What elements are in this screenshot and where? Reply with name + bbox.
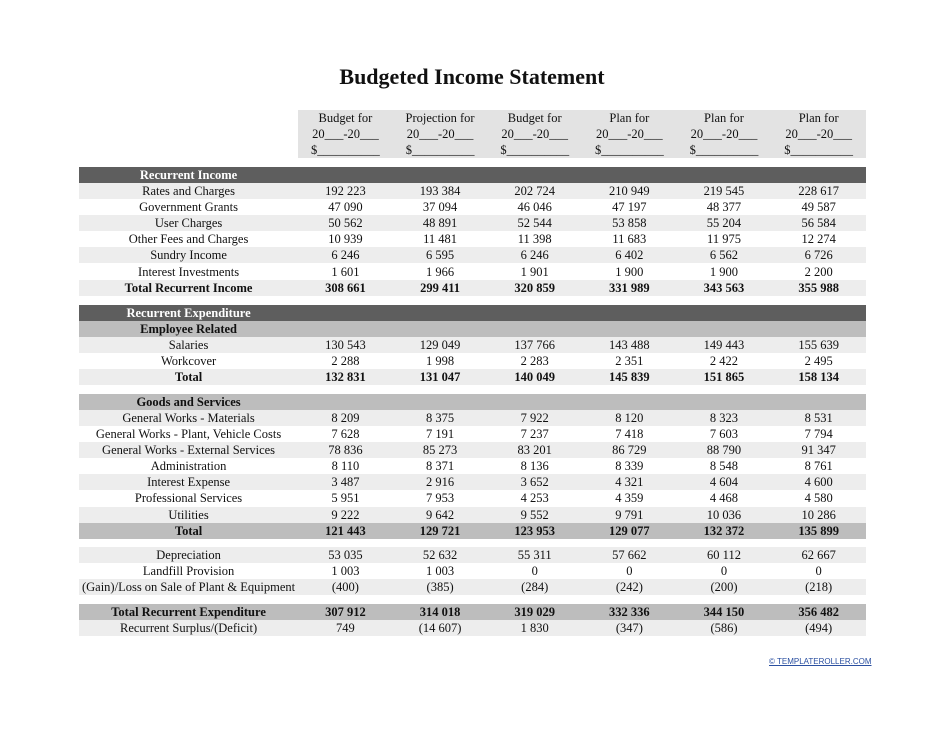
row-value: 0 <box>771 563 866 579</box>
column-header-row <box>79 142 866 158</box>
row-value: 4 604 <box>677 474 772 490</box>
row-value: 123 953 <box>487 523 582 539</box>
table-row <box>79 563 866 579</box>
row-value: 8 375 <box>393 410 488 426</box>
row-value: 6 246 <box>487 247 582 263</box>
column-header-line3: $__________ <box>677 142 772 158</box>
row-label: (Gain)/Loss on Sale of Plant & Equipment <box>79 579 298 595</box>
row-value: 331 989 <box>582 280 677 296</box>
row-label: Salaries <box>79 337 298 353</box>
row-value: 1 901 <box>487 263 582 279</box>
row-label: General Works - External Services <box>79 442 298 458</box>
row-value: 155 639 <box>771 337 866 353</box>
row-value: 5 951 <box>298 490 393 506</box>
row-value: 4 321 <box>582 474 677 490</box>
spacer-row <box>79 539 866 547</box>
total-row <box>79 523 866 539</box>
row-value: 55 204 <box>677 215 772 231</box>
row-value: (284) <box>487 579 582 595</box>
sub-header-goods-services-fill <box>487 394 582 410</box>
row-value: 9 791 <box>582 507 677 523</box>
row-label: Depreciation <box>79 547 298 563</box>
row-value: 145 839 <box>582 369 677 385</box>
row-value: 1 003 <box>298 563 393 579</box>
row-value: 2 200 <box>771 263 866 279</box>
row-label: Workcover <box>79 353 298 369</box>
spacer-cell <box>79 385 866 394</box>
row-value: (218) <box>771 579 866 595</box>
sub-header-goods-services-label: Goods and Services <box>79 394 298 410</box>
row-value: 2 495 <box>771 353 866 369</box>
column-header-row <box>79 126 866 142</box>
row-label: General Works - Plant, Vehicle Costs <box>79 426 298 442</box>
row-value: 2 288 <box>298 353 393 369</box>
section-header-recurrent-expenditure-fill <box>582 305 677 321</box>
sub-header-goods-services-fill <box>393 394 488 410</box>
row-value: 7 418 <box>582 426 677 442</box>
row-value: 1 900 <box>677 263 772 279</box>
row-value: 319 029 <box>487 604 582 620</box>
row-value: 6 562 <box>677 247 772 263</box>
section-header-recurrent-expenditure <box>79 305 866 321</box>
column-header-line1: Plan for <box>582 110 677 126</box>
total-row <box>79 604 866 620</box>
row-value: 4 359 <box>582 490 677 506</box>
section-header-recurrent-income-label: Recurrent Income <box>79 167 298 183</box>
row-value: 0 <box>677 563 772 579</box>
spacer-cell <box>79 539 866 547</box>
row-value: 143 488 <box>582 337 677 353</box>
column-header-line3: $__________ <box>393 142 488 158</box>
row-value: 11 683 <box>582 231 677 247</box>
row-value: 3 652 <box>487 474 582 490</box>
row-value: 57 662 <box>582 547 677 563</box>
sub-header-goods-services <box>79 394 866 410</box>
row-value: 9 552 <box>487 507 582 523</box>
row-label: Total Recurrent Income <box>79 280 298 296</box>
row-value: 193 384 <box>393 183 488 199</box>
row-value: 53 858 <box>582 215 677 231</box>
section-header-recurrent-expenditure-fill <box>393 305 488 321</box>
row-value: 151 865 <box>677 369 772 385</box>
row-value: 10 939 <box>298 231 393 247</box>
row-value: 11 398 <box>487 231 582 247</box>
row-value: 52 544 <box>487 215 582 231</box>
row-value: 9 222 <box>298 507 393 523</box>
section-header-recurrent-income-fill <box>298 167 393 183</box>
row-value: 11 481 <box>393 231 488 247</box>
section-header-recurrent-income-fill <box>582 167 677 183</box>
row-label: Government Grants <box>79 199 298 215</box>
sub-header-goods-services-fill <box>582 394 677 410</box>
column-header-line2: 20___-20___ <box>771 126 866 142</box>
table-row <box>79 426 866 442</box>
table-row <box>79 183 866 199</box>
column-header-line1: Budget for <box>298 110 393 126</box>
row-value: 6 595 <box>393 247 488 263</box>
row-value: 53 035 <box>298 547 393 563</box>
sub-header-goods-services-fill <box>771 394 866 410</box>
row-value: 8 531 <box>771 410 866 426</box>
section-header-recurrent-income <box>79 167 866 183</box>
row-label: Landfill Provision <box>79 563 298 579</box>
row-value: 1 998 <box>393 353 488 369</box>
row-value: 129 077 <box>582 523 677 539</box>
row-value: 132 831 <box>298 369 393 385</box>
total-row <box>79 280 866 296</box>
row-value: 2 351 <box>582 353 677 369</box>
table-row <box>79 247 866 263</box>
row-value: 1 003 <box>393 563 488 579</box>
row-label: User Charges <box>79 215 298 231</box>
sub-header-goods-services-fill <box>677 394 772 410</box>
row-value: (14 607) <box>393 620 488 636</box>
row-value: 4 468 <box>677 490 772 506</box>
row-value: 149 443 <box>677 337 772 353</box>
row-value: (347) <box>582 620 677 636</box>
header-blank-cell <box>79 110 298 126</box>
column-header-line3: $__________ <box>582 142 677 158</box>
row-value: 308 661 <box>298 280 393 296</box>
row-value: (200) <box>677 579 772 595</box>
section-header-recurrent-income-fill <box>393 167 488 183</box>
income-statement-table <box>79 110 866 636</box>
sub-header-goods-services-fill <box>298 394 393 410</box>
row-value: 130 543 <box>298 337 393 353</box>
row-value: 749 <box>298 620 393 636</box>
row-value: 219 545 <box>677 183 772 199</box>
sub-header-employee-related-fill <box>771 321 866 337</box>
row-value: 37 094 <box>393 199 488 215</box>
row-value: 8 323 <box>677 410 772 426</box>
row-value: 88 790 <box>677 442 772 458</box>
table-row <box>79 353 866 369</box>
table-row <box>79 442 866 458</box>
row-value: 8 209 <box>298 410 393 426</box>
row-value: 2 422 <box>677 353 772 369</box>
row-value: 1 830 <box>487 620 582 636</box>
row-value: 6 246 <box>298 247 393 263</box>
row-value: 47 197 <box>582 199 677 215</box>
column-header-line1: Budget for <box>487 110 582 126</box>
header-blank-cell <box>79 126 298 142</box>
table-row <box>79 507 866 523</box>
table-row <box>79 231 866 247</box>
row-value: 121 443 <box>298 523 393 539</box>
sub-header-employee-related-fill <box>487 321 582 337</box>
row-value: 202 724 <box>487 183 582 199</box>
row-value: 307 912 <box>298 604 393 620</box>
column-header-line3: $__________ <box>487 142 582 158</box>
row-label: Interest Expense <box>79 474 298 490</box>
surplus-row <box>79 620 866 636</box>
page-title: Budgeted Income Statement <box>339 64 605 89</box>
row-value: 8 371 <box>393 458 488 474</box>
row-value: 62 667 <box>771 547 866 563</box>
row-label: Professional Services <box>79 490 298 506</box>
column-header-line1: Plan for <box>771 110 866 126</box>
column-header-line3: $__________ <box>298 142 393 158</box>
row-value: 332 336 <box>582 604 677 620</box>
row-value: 9 642 <box>393 507 488 523</box>
table-row <box>79 410 866 426</box>
row-value: (400) <box>298 579 393 595</box>
column-header-line1: Projection for <box>393 110 488 126</box>
row-value: 7 922 <box>487 410 582 426</box>
row-value: 2 916 <box>393 474 488 490</box>
table-row <box>79 263 866 279</box>
row-value: 299 411 <box>393 280 488 296</box>
section-header-recurrent-income-fill <box>487 167 582 183</box>
sub-header-employee-related-fill <box>582 321 677 337</box>
row-value: 11 975 <box>677 231 772 247</box>
row-label: Rates and Charges <box>79 183 298 199</box>
spacer-row <box>79 595 866 604</box>
table-row <box>79 474 866 490</box>
row-value: 356 482 <box>771 604 866 620</box>
row-value: (494) <box>771 620 866 636</box>
row-value: 7 953 <box>393 490 488 506</box>
column-header-line2: 20___-20___ <box>393 126 488 142</box>
row-value: 60 112 <box>677 547 772 563</box>
total-row <box>79 369 866 385</box>
row-value: 210 949 <box>582 183 677 199</box>
section-header-recurrent-income-fill <box>677 167 772 183</box>
row-value: 10 286 <box>771 507 866 523</box>
row-value: 0 <box>582 563 677 579</box>
row-value: 4 600 <box>771 474 866 490</box>
row-value: 86 729 <box>582 442 677 458</box>
row-value: 2 283 <box>487 353 582 369</box>
row-label: Other Fees and Charges <box>79 231 298 247</box>
section-header-recurrent-expenditure-label: Recurrent Expenditure <box>79 305 298 321</box>
row-value: 1 966 <box>393 263 488 279</box>
row-value: 83 201 <box>487 442 582 458</box>
row-value: 6 402 <box>582 247 677 263</box>
row-value: 8 548 <box>677 458 772 474</box>
row-value: 8 110 <box>298 458 393 474</box>
row-value: 8 761 <box>771 458 866 474</box>
section-header-recurrent-income-fill <box>771 167 866 183</box>
row-value: 50 562 <box>298 215 393 231</box>
column-header-line2: 20___-20___ <box>677 126 772 142</box>
row-value: 343 563 <box>677 280 772 296</box>
table-row <box>79 547 866 563</box>
section-header-recurrent-expenditure-fill <box>487 305 582 321</box>
row-value: 7 628 <box>298 426 393 442</box>
row-value: 49 587 <box>771 199 866 215</box>
spacer-row <box>79 385 866 394</box>
spacer-row <box>79 158 866 167</box>
row-value: 158 134 <box>771 369 866 385</box>
row-value: 8 339 <box>582 458 677 474</box>
row-value: 7 191 <box>393 426 488 442</box>
row-value: 12 274 <box>771 231 866 247</box>
row-value: 140 049 <box>487 369 582 385</box>
row-value: 48 377 <box>677 199 772 215</box>
row-value: 1 900 <box>582 263 677 279</box>
section-header-recurrent-expenditure-fill <box>298 305 393 321</box>
row-label: Utilities <box>79 507 298 523</box>
sub-header-employee-related-fill <box>677 321 772 337</box>
table-row <box>79 458 866 474</box>
header-blank-cell <box>79 142 298 158</box>
spacer-row <box>79 296 866 305</box>
row-value: 355 988 <box>771 280 866 296</box>
column-header-row <box>79 110 866 126</box>
column-header-line1: Plan for <box>677 110 772 126</box>
row-value: 135 899 <box>771 523 866 539</box>
spacer-cell <box>79 296 866 305</box>
table-row <box>79 579 866 595</box>
row-value: 6 726 <box>771 247 866 263</box>
row-value: (586) <box>677 620 772 636</box>
table-row <box>79 490 866 506</box>
row-label: Total <box>79 369 298 385</box>
row-value: 192 223 <box>298 183 393 199</box>
row-label: Interest Investments <box>79 263 298 279</box>
row-value: 47 090 <box>298 199 393 215</box>
row-label: General Works - Materials <box>79 410 298 426</box>
row-value: 91 347 <box>771 442 866 458</box>
sub-header-employee-related-fill <box>298 321 393 337</box>
row-value: 320 859 <box>487 280 582 296</box>
row-value: 46 046 <box>487 199 582 215</box>
row-value: 85 273 <box>393 442 488 458</box>
row-value: 0 <box>487 563 582 579</box>
row-value: 131 047 <box>393 369 488 385</box>
row-value: 7 237 <box>487 426 582 442</box>
row-value: 7 603 <box>677 426 772 442</box>
row-value: 129 049 <box>393 337 488 353</box>
row-value: 56 584 <box>771 215 866 231</box>
row-value: 78 836 <box>298 442 393 458</box>
row-value: 8 136 <box>487 458 582 474</box>
row-value: 3 487 <box>298 474 393 490</box>
row-value: 48 891 <box>393 215 488 231</box>
row-value: 137 766 <box>487 337 582 353</box>
section-header-recurrent-expenditure-fill <box>677 305 772 321</box>
column-header-line3: $__________ <box>771 142 866 158</box>
table-row <box>79 215 866 231</box>
row-value: 4 580 <box>771 490 866 506</box>
row-value: (242) <box>582 579 677 595</box>
row-label: Sundry Income <box>79 247 298 263</box>
row-value: 129 721 <box>393 523 488 539</box>
row-label: Administration <box>79 458 298 474</box>
row-label: Recurrent Surplus/(Deficit) <box>79 620 298 636</box>
row-value: 314 018 <box>393 604 488 620</box>
spacer-cell <box>79 158 866 167</box>
column-header-line2: 20___-20___ <box>487 126 582 142</box>
row-value: 1 601 <box>298 263 393 279</box>
spacer-cell <box>79 595 866 604</box>
sub-header-employee-related-fill <box>393 321 488 337</box>
row-value: 10 036 <box>677 507 772 523</box>
row-label: Total Recurrent Expenditure <box>79 604 298 620</box>
sub-header-employee-related <box>79 321 866 337</box>
column-header-line2: 20___-20___ <box>582 126 677 142</box>
row-value: 4 253 <box>487 490 582 506</box>
row-value: 344 150 <box>677 604 772 620</box>
row-value: 55 311 <box>487 547 582 563</box>
row-value: 7 794 <box>771 426 866 442</box>
column-header-line2: 20___-20___ <box>298 126 393 142</box>
templateroller-credit-link[interactable]: © TEMPLATEROLLER.COM <box>769 657 872 666</box>
sub-header-employee-related-label: Employee Related <box>79 321 298 337</box>
table-row <box>79 337 866 353</box>
row-value: 132 372 <box>677 523 772 539</box>
row-value: 228 617 <box>771 183 866 199</box>
row-value: 52 632 <box>393 547 488 563</box>
row-value: 8 120 <box>582 410 677 426</box>
row-label: Total <box>79 523 298 539</box>
table-row <box>79 199 866 215</box>
row-value: (385) <box>393 579 488 595</box>
section-header-recurrent-expenditure-fill <box>771 305 866 321</box>
